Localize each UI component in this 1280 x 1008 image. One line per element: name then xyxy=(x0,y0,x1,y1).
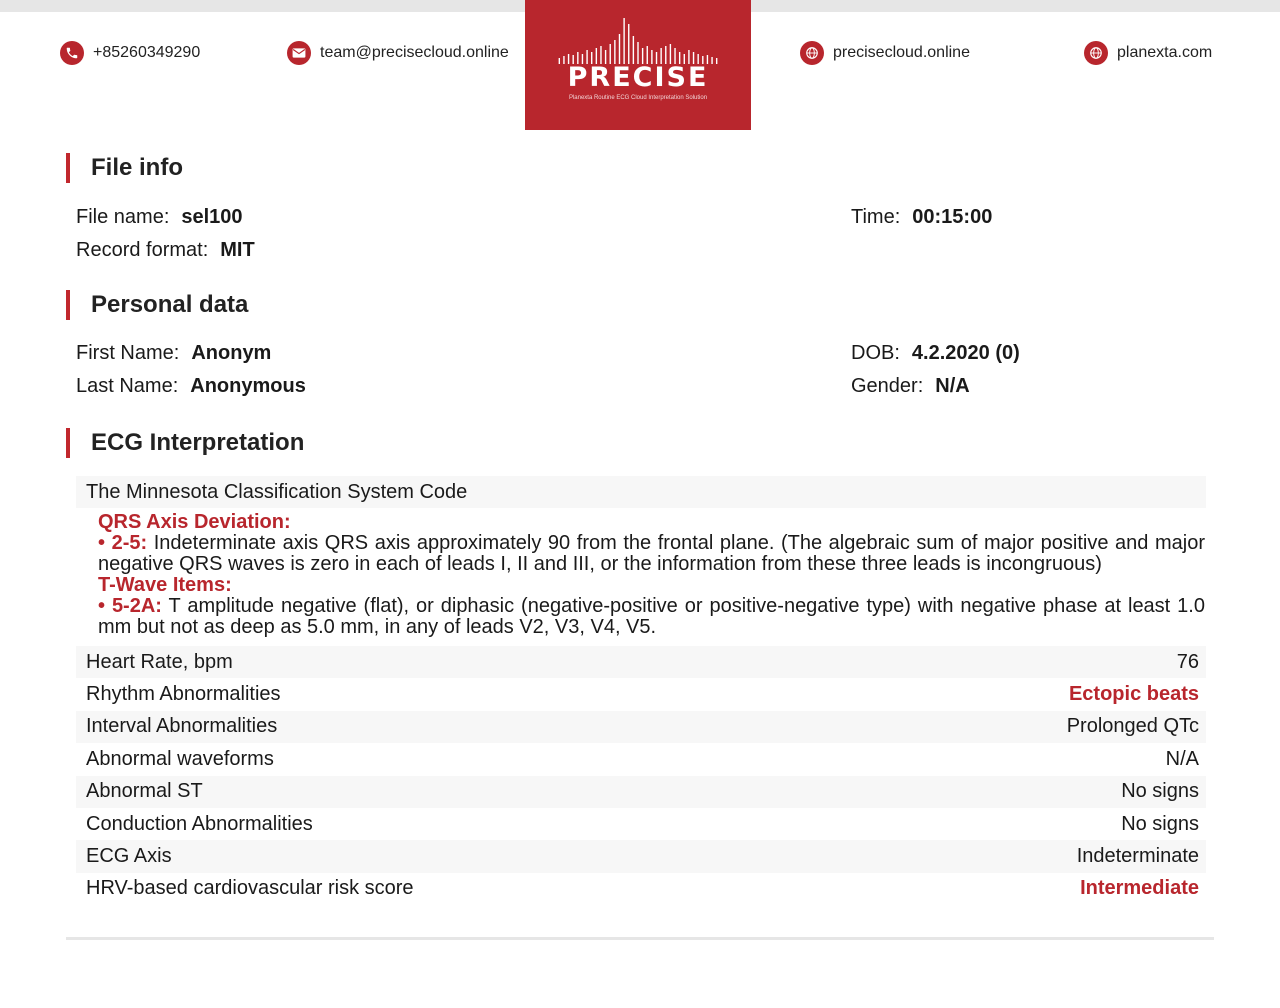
gender-field xyxy=(851,375,970,398)
precise-logo xyxy=(525,0,751,130)
table-row xyxy=(76,678,1206,710)
mcs-header: The Minnesota Classification System Code xyxy=(76,476,1206,508)
mcs-item xyxy=(98,575,1205,638)
row-value: 76 xyxy=(1176,650,1199,673)
phone-icon xyxy=(60,41,84,65)
row-label: Abnormal waveforms xyxy=(86,747,274,770)
file-name-label: File name: xyxy=(76,206,170,228)
row-label: Conduction Abnormalities xyxy=(86,812,313,835)
table-row xyxy=(76,840,1206,872)
globe-icon xyxy=(800,41,824,65)
row-value: N/A xyxy=(1165,747,1199,770)
mcs-category: T-Wave Items: xyxy=(98,574,232,596)
last-name-value: Anonymous xyxy=(190,375,306,397)
table-row xyxy=(76,711,1206,743)
last-name-label: Last Name: xyxy=(76,375,179,397)
row-label: Interval Abnormalities xyxy=(86,715,278,738)
row-value: Indeterminate xyxy=(1076,845,1199,868)
dob-field xyxy=(851,342,1020,365)
record-format-value: MIT xyxy=(220,239,255,261)
row-label: ECG Axis xyxy=(86,845,172,868)
file-name-field xyxy=(76,206,243,229)
mcs-code: • 5-2A: xyxy=(98,595,162,617)
file-name-value: sel100 xyxy=(181,206,243,228)
website-2-text: planexta.com xyxy=(1117,44,1213,61)
last-name-field xyxy=(76,375,306,398)
dob-value: 4.2.2020 (0) xyxy=(911,342,1020,364)
contact-website-2[interactable] xyxy=(1084,40,1212,66)
email-text: team@precisecloud.online xyxy=(320,44,509,61)
table-row xyxy=(76,873,1206,905)
ecg-results-table xyxy=(76,646,1206,905)
row-label: Heart Rate, bpm xyxy=(86,650,233,673)
mcs-item xyxy=(98,512,1205,575)
table-row xyxy=(76,646,1206,678)
section-title-personal-data: Personal data xyxy=(66,290,248,320)
row-value: Ectopic beats xyxy=(1068,683,1199,706)
mail-icon xyxy=(287,41,311,65)
logo-word: PRECISE xyxy=(567,62,709,93)
row-label: Abnormal ST xyxy=(86,780,203,803)
waveform-logo-icon xyxy=(557,14,719,64)
bottom-divider xyxy=(66,937,1214,940)
row-value: Prolonged QTc xyxy=(1066,715,1199,738)
logo-tagline: Planexta Routine ECG Cloud Interpretation Solution xyxy=(568,95,708,101)
first-name-field xyxy=(76,342,271,365)
mcs-description: Indeterminate axis QRS axis approximately 90 from the frontal plane. (The algebraic sum of major positive and major negative QRS waves is zero in each of leads I, II and III, or the information from these three leads is incongruous) xyxy=(98,532,1206,575)
contact-phone[interactable] xyxy=(60,40,200,66)
mcs-description: T amplitude negative (flat), or diphasic (negative-positive or positive-negative type) with negative phase at least 1.0 mm but not as deep as 5.0 mm, in any of leads V2, V3, V4, V5. xyxy=(98,595,1205,638)
table-row xyxy=(76,808,1206,840)
gender-label: Gender: xyxy=(851,375,924,397)
record-format-label: Record format: xyxy=(76,239,209,261)
time-label: Time: xyxy=(851,206,901,228)
mcs-category: QRS Axis Deviation: xyxy=(98,511,291,533)
section-title-file-info: File info xyxy=(66,153,183,183)
website-1-text: precisecloud.online xyxy=(833,44,970,61)
contact-email[interactable] xyxy=(287,40,509,66)
phone-text: +85260349290 xyxy=(93,44,201,61)
dob-label: DOB: xyxy=(851,342,900,364)
table-row xyxy=(76,743,1206,775)
table-row xyxy=(76,776,1206,808)
row-label: HRV-based cardiovascular risk score xyxy=(86,877,414,900)
first-name-value: Anonym xyxy=(191,342,272,364)
mcs-items xyxy=(98,512,1205,638)
globe-icon xyxy=(1084,41,1108,65)
first-name-label: First Name: xyxy=(76,342,180,364)
mcs-code: • 2-5: xyxy=(98,532,148,554)
time-field xyxy=(851,206,992,229)
row-value: No signs xyxy=(1121,780,1199,803)
row-value: Intermediate xyxy=(1080,877,1199,900)
row-label: Rhythm Abnormalities xyxy=(86,683,281,706)
contact-website-1[interactable] xyxy=(800,40,970,66)
gender-value: N/A xyxy=(935,375,970,397)
row-value: No signs xyxy=(1121,812,1199,835)
time-value: 00:15:00 xyxy=(912,206,993,228)
section-title-ecg-interpretation: ECG Interpretation xyxy=(66,428,304,458)
record-format-field xyxy=(76,239,255,262)
